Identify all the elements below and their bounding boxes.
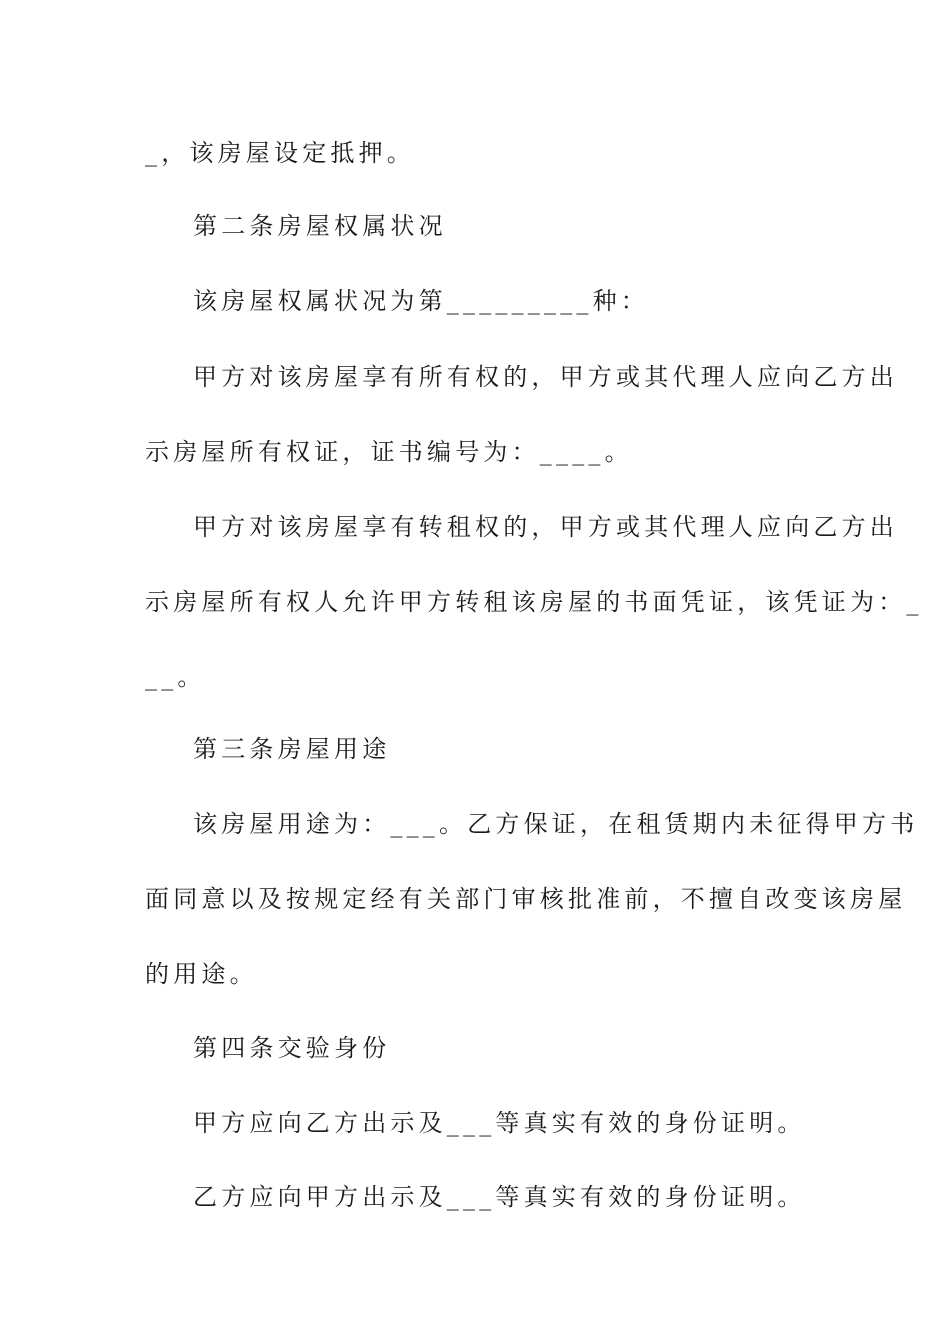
paragraph-line: 甲方对该房屋享有转租权的，甲方或其代理人应向乙方出 <box>193 513 898 541</box>
paragraph-line: 示房屋所有权证，证书编号为：____。 <box>145 438 633 466</box>
paragraph-line: 甲方对该房屋享有所有权的，甲方或其代理人应向乙方出 <box>193 363 898 391</box>
paragraph-line: 的用途。 <box>145 960 258 988</box>
section-heading-article-2: 第二条房屋权属状况 <box>193 212 447 240</box>
paragraph-line: _，该房屋设定抵押。 <box>145 139 415 167</box>
paragraph-line: 乙方应向甲方出示及___等真实有效的身份证明。 <box>193 1183 806 1211</box>
paragraph-line: 该房屋用途为：___。乙方保证，在租赁期内未征得甲方书 <box>193 810 919 838</box>
paragraph-line: 面同意以及按规定经有关部门审核批准前，不擅自改变该房屋 <box>145 885 907 913</box>
section-heading-article-4: 第四条交验身份 <box>193 1034 391 1062</box>
section-heading-article-3: 第三条房屋用途 <box>193 735 391 763</box>
paragraph-line: 甲方应向乙方出示及___等真实有效的身份证明。 <box>193 1109 806 1137</box>
paragraph-line: 该房屋权属状况为第_________种： <box>193 287 649 315</box>
paragraph-line: __。 <box>145 663 206 691</box>
paragraph-line: 示房屋所有权人允许甲方转租该房屋的书面凭证，该凭证为：_ <box>145 588 923 616</box>
